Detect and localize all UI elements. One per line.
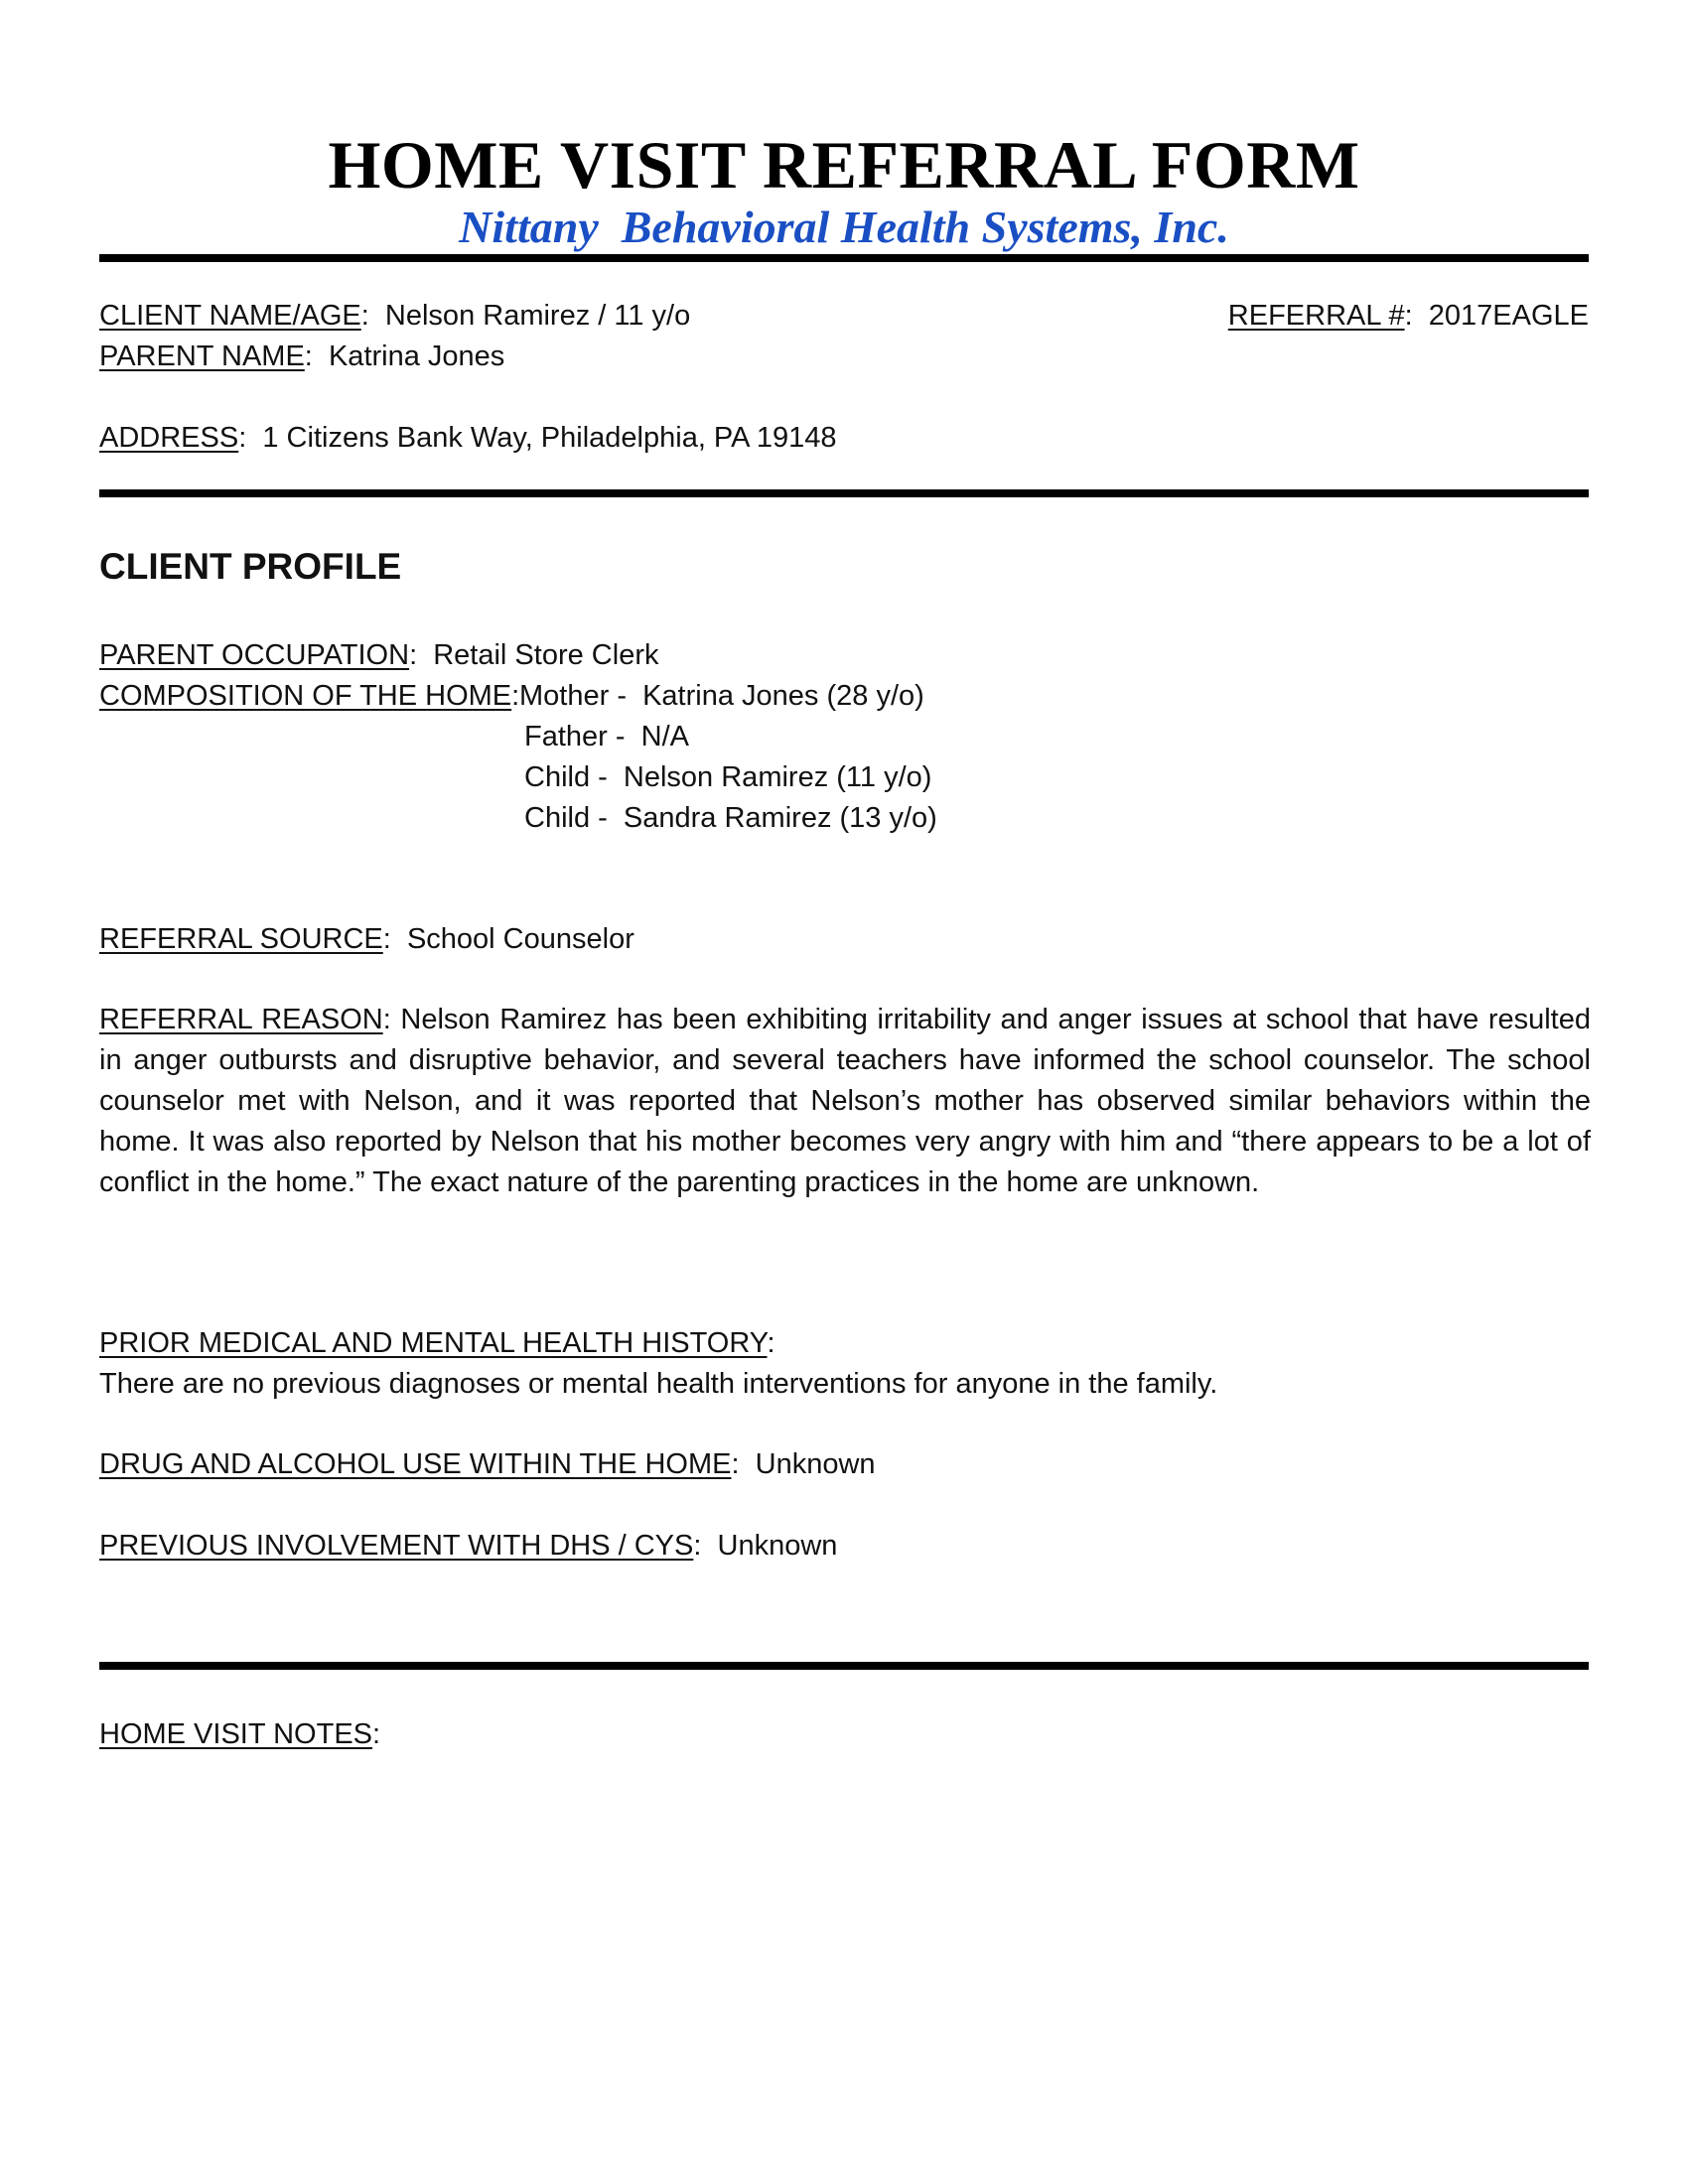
composition-label: COMPOSITION OF THE HOME — [99, 680, 512, 712]
client-profile-heading: CLIENT PROFILE — [99, 546, 402, 587]
previous-involvement-label: PREVIOUS INVOLVEMENT WITH DHS / CYS — [99, 1530, 694, 1562]
parent-name-value: Katrina Jones — [328, 341, 505, 372]
client-name-age-label: CLIENT NAME/AGE — [99, 300, 361, 332]
prior-history-value: There are no previous diagnoses or mental health interventions for anyone in the family. — [99, 1368, 1218, 1400]
referral-number-label: REFERRAL # — [1227, 300, 1405, 332]
profile-divider — [99, 1662, 1589, 1670]
referral-source-value: School Counselor — [406, 923, 634, 955]
organization-name: Nittany Behavioral Health Systems, Inc. — [459, 202, 1229, 252]
referral-reason-value: Nelson Ramirez has been exhibiting irritability and anger issues at school that have resulted in anger outbursts and disruptive behavior, and several teachers have informed the school counselor. The school counselor met with Nelson, and it was reported that Nelson’s mother has observed similar behaviors within the home. It was also reported by Nelson that his mother becomes very angry with him and “there appears to be a lot of conflict in the home.” The exact nature of the parenting practices in the home are unknown. — [99, 1004, 1591, 1198]
parent-occupation-value: Retail Store Clerk — [433, 639, 659, 671]
referral-source-label: REFERRAL SOURCE — [99, 923, 383, 955]
home-visit-notes-label: HOME VISIT NOTES — [99, 1718, 373, 1750]
client-name-age-row: CLIENT NAME/AGE: Nelson Ramirez / 11 y/o — [99, 300, 691, 332]
referral-source-row: REFERRAL SOURCE: School Counselor — [99, 923, 634, 955]
referral-reason-paragraph: REFERRAL REASON: Nelson Ramirez has been exhibiting irritability and anger issues at school that have resulted in anger outbursts and disruptive behavior, and several teachers have informed the school counselor. The school counselor met with Nelson, and it was reported that Nelson’s mother has observed similar behaviors within the home. It was also reported by Nelson that his mother becomes very angry with him and “there appears to be a lot of conflict in the home.” The exact nature of the parenting practices in the home are unknown. — [99, 1004, 1591, 1198]
drug-alcohol-label: DRUG AND ALCOHOL USE WITHIN THE HOME — [99, 1448, 732, 1480]
prior-history-row: PRIOR MEDICAL AND MENTAL HEALTH HISTORY: — [99, 1327, 775, 1359]
form-title: HOME VISIT REFERRAL FORM — [328, 127, 1360, 203]
referral-number-row: REFERRAL #: 2017EAGLE — [1227, 300, 1589, 332]
parent-name-label: PARENT NAME — [99, 341, 305, 372]
composition-member-child-sandra: Child - Sandra Ramirez (13 y/o) — [524, 802, 937, 834]
composition-member-mother: Mother - Katrina Jones (28 y/o) — [519, 680, 924, 712]
parent-occupation-label: PARENT OCCUPATION — [99, 639, 410, 671]
address-value: 1 Citizens Bank Way, Philadelphia, PA 19148 — [262, 422, 837, 454]
parent-occupation-row: PARENT OCCUPATION: Retail Store Clerk — [99, 639, 659, 671]
prior-history-label: PRIOR MEDICAL AND MENTAL HEALTH HISTORY — [99, 1327, 768, 1359]
composition-member-child-nelson: Child - Nelson Ramirez (11 y/o) — [524, 761, 932, 793]
referral-form-page — [99, 0, 1589, 2184]
previous-involvement-value: Unknown — [717, 1530, 838, 1562]
parent-name-row: PARENT NAME: Katrina Jones — [99, 341, 505, 372]
previous-involvement-row: PREVIOUS INVOLVEMENT WITH DHS / CYS: Unknown — [99, 1530, 838, 1562]
referral-number-value: 2017EAGLE — [1428, 300, 1589, 332]
home-visit-notes-row: HOME VISIT NOTES: — [99, 1718, 381, 1750]
drug-alcohol-value: Unknown — [755, 1448, 876, 1480]
client-name-age-value: Nelson Ramirez / 11 y/o — [384, 300, 691, 332]
header-divider — [99, 254, 1589, 262]
drug-alcohol-row: DRUG AND ALCOHOL USE WITHIN THE HOME: Unknown — [99, 1448, 876, 1480]
referral-reason-label: REFERRAL REASON — [99, 1004, 383, 1035]
composition-row: COMPOSITION OF THE HOME: — [99, 680, 520, 712]
address-label: ADDRESS — [99, 422, 239, 454]
composition-member-father: Father - N/A — [524, 721, 689, 752]
address-row: ADDRESS: 1 Citizens Bank Way, Philadelphia, PA 19148 — [99, 422, 837, 454]
info-divider — [99, 489, 1589, 497]
